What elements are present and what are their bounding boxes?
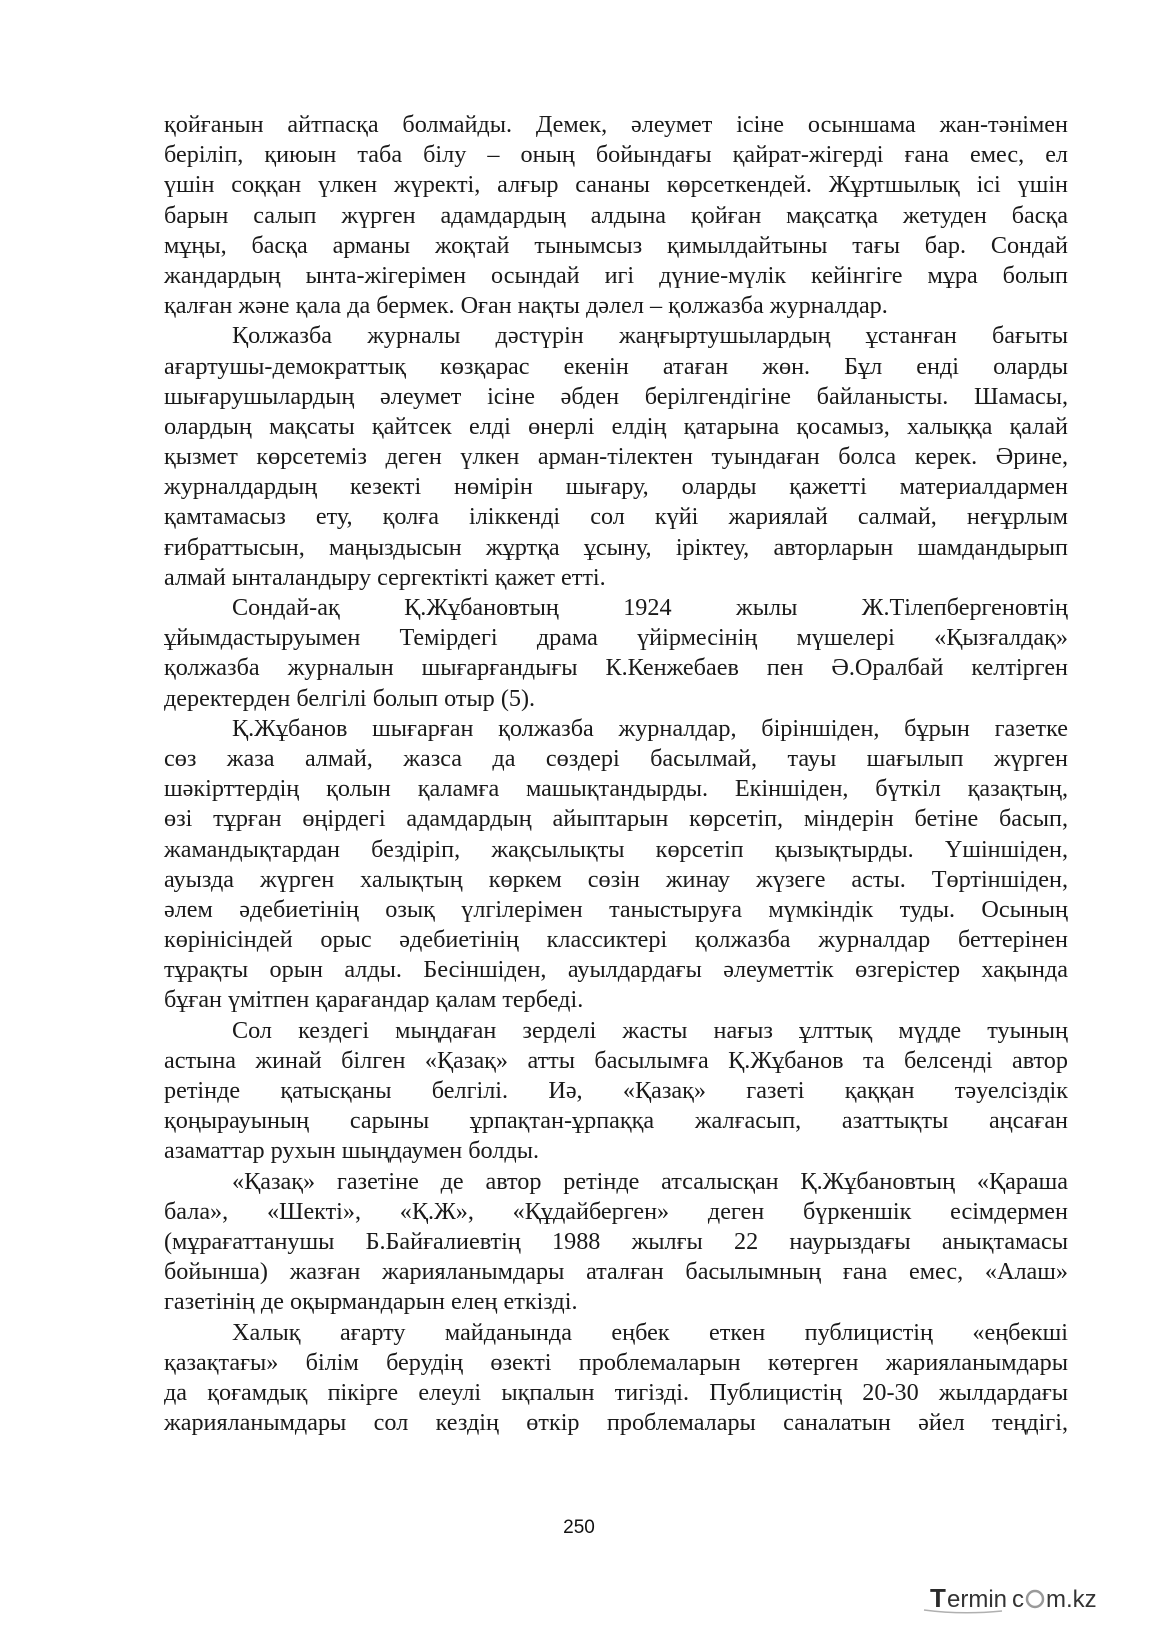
text-line: жарияланымдары сол кездің өткір проблемалары саналатын әйел теңдігі,: [164, 1409, 1068, 1437]
svg-text:c: c: [1012, 1586, 1024, 1613]
text-line: (мұрағаттанушы Б.Байғалиевтің 1988 жылғы 22 наурыздағы анықтамасы: [164, 1227, 1068, 1255]
text-line: қазақтағы» білім берудің өзекті проблемаларын көтерген жарияланымдары: [164, 1348, 1068, 1376]
text-line: әлем әдебиетінің озық үлгілерімен таныстыруға мүмкіндік туды. Осының: [164, 895, 1068, 923]
text-line: олардың мақсаты қайтсек елді өнерлі елдің қатарына қосамыз, халыққа қалай: [164, 412, 1068, 440]
text-line: қойғанын айтпасқа болмайды. Демек, әлеумет ісіне осыншама жан-тәнімен: [164, 111, 1068, 138]
text-line: да қоғамдық пікірге елеулі ықпалын тигізді. Публицистің 20-30 жылдардағы: [164, 1378, 1068, 1406]
text-line: алмай ынталандыру сергектікті қажет етті.: [164, 563, 606, 591]
text-line: барын салып жүрген адамдардың алдына қойған мақсатқа жетуден басқа: [164, 201, 1068, 229]
text-line: газетінің де оқырмандарын елең еткізді.: [164, 1288, 578, 1316]
text-line: жандардың ынта-жігерімен осындай игі дүние-мүлік кейінгіге мұра болып: [164, 261, 1068, 289]
paragraph: [164, 714, 1068, 1016]
text-line: өзі тұрған өңірдегі адамдардың айыптарын көрсетіп, міндерін бетіне басып,: [164, 805, 1068, 833]
text-line: мұңы, басқа арманы жоқтай тынымсыз қимылдайтыны тағы бар. Сондай: [164, 231, 1068, 259]
page-number: 250: [563, 1517, 595, 1538]
termincom-logo: [922, 1577, 1132, 1617]
text-line: ауызда жүрген халықтың көркем сөзін жинау жүзеге асты. Төртіншіден,: [164, 865, 1068, 893]
text-line: қолжазба журналын шығарғандығы К.Кенжебаев пен Ә.Оралбай келтірген: [164, 654, 1068, 682]
text-line: көрінісіндей орыс әдебиетінің классиктері қолжазба журналдар беттерінен: [164, 926, 1068, 954]
text-line: азаматтар рухын шыңдаумен болды.: [164, 1137, 539, 1165]
paragraph: [164, 1016, 1068, 1167]
text-line: үшін соққан үлкен жүректі, алғыр сананы көрсеткендей. Жұртшылық ісі үшін: [164, 171, 1068, 199]
text-line: ретінде қатысқаны белгілі. Иә, «Қазақ» газеті қаққан тәуелсіздік: [164, 1077, 1068, 1104]
text-line: бала», «Шекті», «Қ.Ж», «Құдайберген» деген бүркеншік есімдермен: [164, 1197, 1068, 1225]
text-line: бойынша) жазған жарияланымдары аталған басылымның ғана емес, «Алаш»: [164, 1258, 1068, 1286]
text-line: Халық ағарту майданында еңбек еткен публицистің «еңбекші: [232, 1318, 1068, 1346]
svg-text:m.kz: m.kz: [1046, 1586, 1097, 1613]
text-line: астына жинай білген «Қазақ» атты басылымға Қ.Жұбанов та белсенді автор: [164, 1046, 1068, 1074]
text-line: бұған үмітпен қарағандар қалам тербеді.: [164, 986, 584, 1014]
text-line: «Қазақ» газетіне де автор ретінде атсалысқан Қ.Жұбановтың «Қараша: [232, 1167, 1068, 1195]
text-line: қамтамасыз ету, қолға іліккенді сол күйі жариялай салмай, неғұрлым: [164, 503, 1068, 531]
text-line: жамандықтардан бездіріп, жақсылықты көрсетіп қызықтырды. Үшіншіден,: [164, 835, 1068, 863]
text-line: тұрақты орын алды. Бесіншіден, ауылдардағы әлеуметтік өзгерістер хақында: [164, 956, 1068, 984]
text-line: деректерден белгілі болып отыр (5).: [164, 684, 536, 712]
text-line: сөз жаза алмай, жазса да сөздері басылмай, тауы шағылып жүрген: [164, 744, 1068, 772]
text-line: Сол кездегі мыңдаған зерделі жасты нағыз ұлттық мүдде туының: [232, 1016, 1068, 1044]
paragraph: [164, 1318, 1068, 1439]
text-line: журналдардың кезекті нөмірін шығару, оларды қажетті материалдармен: [164, 473, 1068, 501]
text-line: Сондай-ақ Қ.Жұбановтың 1924 жылы Ж.Тілепбергеновтің: [232, 594, 1068, 621]
text-line: ұйымдастыруымен Темірдегі драма үйірмесінің мүшелері «Қызғалдақ»: [164, 624, 1068, 652]
text-line: шәкірттердің қолын қаламға машықтандырды. Екіншіден, бүткіл қазақтың,: [164, 775, 1068, 803]
document-page: [164, 110, 1068, 1438]
text-line: қалған және қала да бермек. Оған нақты дәлел – қолжазба журналдар.: [164, 292, 888, 320]
termincom-logo-text: [930, 1583, 1097, 1613]
svg-text:T: T: [930, 1583, 946, 1613]
text-line: шығарушылардың әлеумет ісіне әбден берілгендігіне байланысты. Шамасы,: [164, 382, 1068, 410]
svg-text:ermin: ermin: [947, 1586, 1008, 1613]
text-line: Қ.Жұбанов шығарған қолжазба журналдар, біріншіден, бұрын газетке: [232, 714, 1068, 742]
paragraph: [164, 1167, 1068, 1318]
text-line: қоңырауының сарыны ұрпақтан-ұрпаққа жалғасып, азаттықты аңсаған: [164, 1107, 1068, 1135]
text-line: ағартушы-демократтық көзқарас екенін атаған жөн. Бұл енді оларды: [164, 352, 1068, 380]
text-line: қызмет көрсетеміз деген үлкен арман-тілектен туындаған болса керек. Әрине,: [164, 443, 1068, 471]
text-line: Қолжазба журналы дәстүрін жаңғыртушылардың ұстанған бағыты: [232, 322, 1068, 350]
text-line: беріліп, қиюын таба білу – оның бойындағы қайрат-жігерді ғана емес, ел: [164, 141, 1068, 169]
text-line: ғибраттысын, маңыздысын жұртқа ұсыну, іріктеу, авторларын шамдандырып: [164, 533, 1068, 561]
paragraph: [164, 321, 1068, 593]
paragraph: [164, 110, 1068, 321]
paragraph: [164, 593, 1068, 714]
